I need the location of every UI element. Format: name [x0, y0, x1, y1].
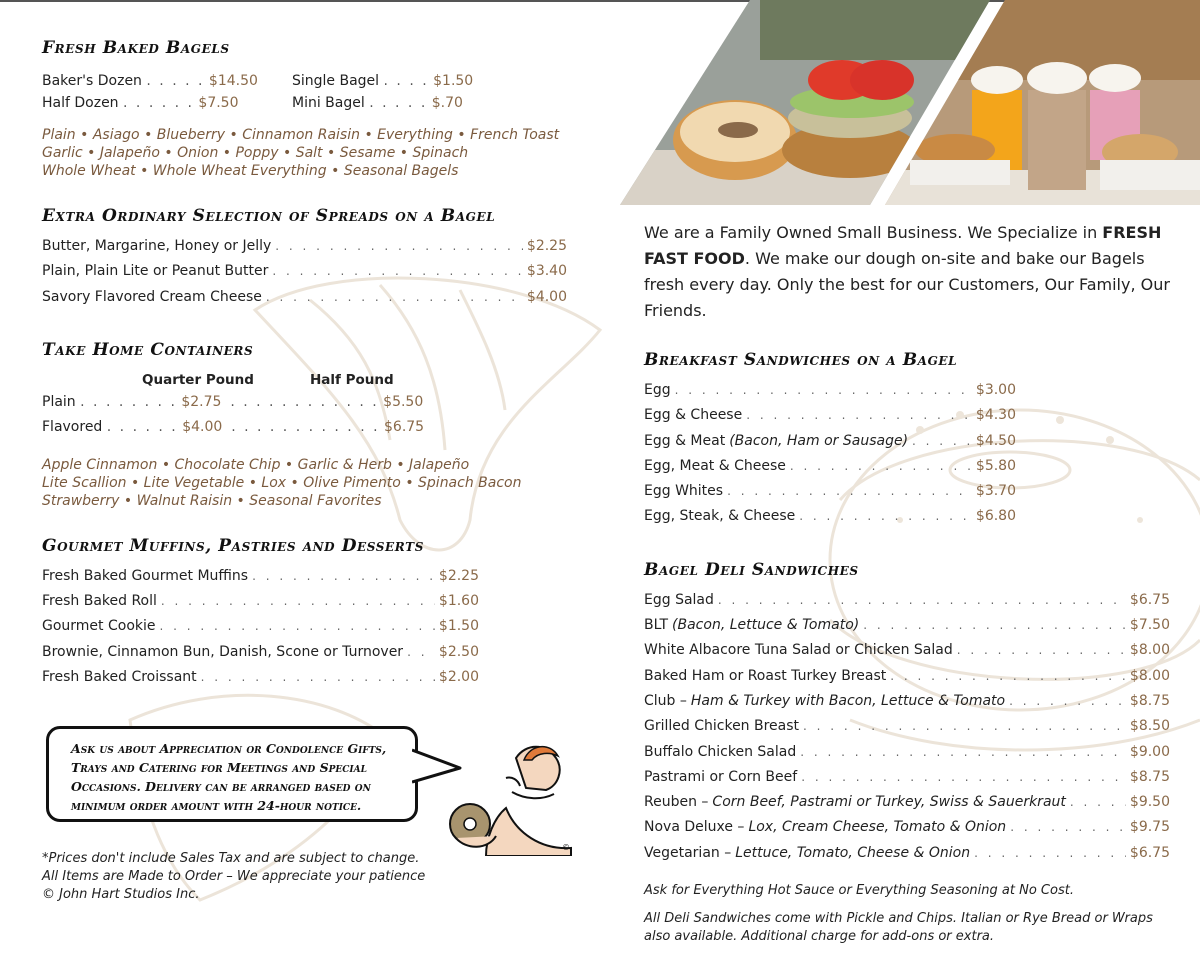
- menu-item: [644, 769, 1170, 794]
- menu-item: [644, 794, 1170, 819]
- bagels-section: [42, 38, 567, 180]
- item-price: $8.75: [1129, 768, 1170, 785]
- menu-item: [42, 289, 567, 314]
- item-price: $4.30: [975, 407, 1016, 424]
- food-photo-banner: [620, 0, 1200, 210]
- item-name: Egg Salad: [644, 591, 714, 608]
- menu-item: [644, 819, 1170, 844]
- container-row: [42, 419, 567, 444]
- menu-item: [644, 483, 1016, 508]
- column-header: Quarter Pound: [142, 371, 254, 388]
- item-price: $3.70: [975, 483, 1016, 500]
- item-price: $6.75: [384, 418, 425, 435]
- menu-item: [644, 407, 1016, 432]
- item-name: Baked Ham or Roast Turkey Breast: [644, 667, 887, 684]
- item-price: $14.50: [208, 73, 258, 89]
- item-price: $1.50: [433, 73, 474, 89]
- menu-item: [644, 718, 1170, 743]
- item-price: $8.75: [1129, 692, 1170, 709]
- container-row: [42, 394, 567, 419]
- item-name: Reuben –: [644, 794, 709, 811]
- item-price: $4.50: [975, 432, 1016, 449]
- bagel-price-item: [292, 70, 542, 92]
- item-name: Egg Whites: [644, 483, 724, 500]
- item-price: $8.50: [1129, 718, 1170, 735]
- bagel-price-item: [42, 70, 292, 92]
- item-price: $8.00: [1129, 642, 1170, 659]
- item-price: $6.75: [1129, 844, 1170, 861]
- bagel-price-row: [42, 70, 567, 92]
- catering-speech-bubble: [46, 726, 418, 822]
- item-price: $3.40: [526, 263, 567, 280]
- deli-section: [644, 560, 1170, 870]
- flavor-line: Garlic • Jalapeño • Onion • Poppy • Salt • Sesame • Spinach: [42, 145, 469, 161]
- footnote-line: All Items are Made to Order – We appreciate your patience: [42, 869, 426, 884]
- footnote-line: Ask for Everything Hot Sauce or Everything Seasoning at No Cost.: [644, 883, 1074, 899]
- item-note: Corn Beef, Pastrami or Turkey, Swiss & Sauerkraut: [712, 794, 1066, 811]
- flavor-line: Whole Wheat • Whole Wheat Everything • Seasonal Bagels: [42, 163, 459, 179]
- menu-item: [42, 568, 479, 593]
- muffins-section: [42, 536, 567, 694]
- item-price: $7.50: [1129, 617, 1170, 634]
- item-name: Plain: [42, 393, 76, 410]
- cream-cheese-flavors: [42, 456, 567, 510]
- item-name: Egg & Meat: [644, 432, 726, 449]
- bubble-line: Ask us about Appreciation or Condolence Gifts,: [71, 741, 387, 756]
- item-price: $2.25: [438, 567, 479, 584]
- cartoon-man-eating-bagel-icon: [446, 738, 576, 856]
- item-name: Vegetarian –: [644, 844, 732, 861]
- item-price: $9.50: [1129, 794, 1170, 811]
- menu-item: [644, 433, 1016, 458]
- item-note: Lettuce, Tomato, Cheese & Onion: [735, 844, 971, 861]
- item-price: $2.25: [526, 238, 567, 254]
- container-column-headers: [42, 372, 567, 388]
- section-heading: Breakfast Sandwiches on a Bagel: [644, 350, 958, 370]
- leader-dots: . . . . . . . . . . . .: [230, 393, 379, 410]
- item-name: Grilled Chicken Breast: [644, 718, 800, 735]
- item-name: Gourmet Cookie: [42, 618, 156, 635]
- breakfast-section: [644, 350, 1016, 534]
- left-footnotes: [42, 850, 462, 904]
- item-name: White Albacore Tuna Salad or Chicken Salad: [644, 642, 953, 659]
- item-name: Buffalo Chicken Salad: [644, 743, 797, 760]
- item-name: Flavored: [42, 418, 103, 435]
- intro-bold-text: FRESH FAST FOOD: [644, 223, 1162, 268]
- item-name: Nova Deluxe –: [644, 819, 745, 836]
- item-name: Plain, Plain Lite or Peanut Butter: [42, 263, 269, 280]
- menu-item: [42, 263, 567, 288]
- menu-item: [42, 669, 479, 694]
- item-name: BLT: [644, 617, 669, 634]
- menu-item: [42, 238, 567, 263]
- item-price: $1.60: [438, 593, 479, 610]
- item-name: Fresh Baked Roll: [42, 593, 157, 610]
- menu-item: [644, 617, 1170, 642]
- flavor-line: Lite Scallion • Lite Vegetable • Lox • Olive Pimento • Spinach Bacon: [42, 474, 522, 491]
- item-price: $7.50: [198, 95, 239, 111]
- item-name: Savory Flavored Cream Cheese: [42, 288, 262, 305]
- section-heading: Fresh Baked Bagels: [42, 38, 230, 58]
- leader-dots: . . . . . . . .: [80, 393, 177, 410]
- item-note: (Bacon, Ham or Sausage): [729, 432, 909, 449]
- footnote-line: © John Hart Studios Inc.: [42, 887, 200, 902]
- menu-item: [644, 382, 1016, 407]
- item-name: Baker's Dozen: [42, 73, 142, 89]
- bubble-line: Occasions. Delivery can be arranged based on: [71, 779, 371, 794]
- item-price: $2.50: [438, 643, 479, 660]
- item-name: Egg: [644, 382, 671, 398]
- item-name: Fresh Baked Croissant: [42, 669, 197, 686]
- leader-dots: . . . . . .: [123, 95, 194, 111]
- item-price: $4.00: [526, 288, 567, 305]
- leader-dots: . . . . . . . . . . . .: [231, 418, 380, 435]
- column-header: Half Pound: [310, 371, 394, 388]
- spreads-section: [42, 206, 567, 314]
- containers-section: [42, 340, 567, 510]
- item-price: $9.75: [1129, 819, 1170, 836]
- bagel-price-item: [292, 92, 542, 114]
- menu-item: [644, 508, 1016, 533]
- leader-dots: . . . . . .: [106, 418, 178, 435]
- item-price: $5.50: [383, 393, 424, 410]
- item-price: $9.00: [1129, 743, 1170, 760]
- menu-item: [644, 458, 1016, 483]
- item-price: $1.50: [438, 618, 479, 635]
- item-price: $.70: [431, 95, 463, 111]
- right-footnotes: [644, 882, 1170, 946]
- menu-item: [42, 593, 479, 618]
- footnote-line: All Deli Sandwiches come with Pickle and Chips. Italian or Rye Bread or Wraps also available. Additional charge for add-ons or extra.: [644, 911, 1153, 945]
- item-price: $5.80: [975, 457, 1016, 474]
- leader-dots: . . . .: [383, 73, 429, 89]
- menu-item: [644, 592, 1170, 617]
- section-heading: Take Home Containers: [42, 339, 254, 360]
- menu-item: [644, 642, 1170, 667]
- bubble-line: minimum order amount with 24-hour notice.: [71, 798, 362, 813]
- item-name: Butter, Margarine, Honey or Jelly: [42, 238, 272, 254]
- item-note: Lox, Cream Cheese, Tomato & Onion: [748, 819, 1007, 836]
- menu-item: [644, 693, 1170, 718]
- intro-text: . We make our dough on-site and bake our Bagels fresh every day. Only the best for our Customers, Our Family, Our Friends.: [644, 249, 1170, 320]
- item-price: $2.00: [438, 669, 479, 686]
- item-name: Egg, Meat & Cheese: [644, 457, 786, 474]
- cartoon-copyright-mark: ©: [562, 843, 570, 852]
- item-price: $6.75: [1129, 591, 1170, 608]
- flavor-line: Strawberry • Walnut Raisin • Seasonal Favorites: [42, 492, 382, 509]
- section-heading: Extra Ordinary Selection of Spreads on a Bagel: [42, 206, 496, 226]
- leader-dots: . . . . .: [146, 73, 205, 89]
- flavor-line: Apple Cinnamon • Chocolate Chip • Garlic & Herb • Jalapeño: [42, 456, 470, 473]
- flavor-line: Plain • Asiago • Blueberry • Cinnamon Raisin • Everything • French Toast: [42, 127, 560, 143]
- item-note: (Bacon, Lettuce & Tomato): [672, 617, 860, 634]
- item-price: $4.00: [182, 418, 223, 435]
- item-name: Egg & Cheese: [644, 407, 743, 424]
- footnote-line: *Prices don't include Sales Tax and are subject to change.: [42, 851, 420, 866]
- bagel-price-item: [42, 92, 292, 114]
- menu-item: [42, 618, 479, 643]
- section-heading: Bagel Deli Sandwiches: [644, 559, 859, 580]
- leader-dots: . . . . .: [369, 95, 428, 111]
- item-price: $2.75: [181, 393, 222, 410]
- bagel-flavors: [42, 126, 567, 180]
- menu-item: [644, 744, 1170, 769]
- intro-paragraph: [644, 220, 1170, 324]
- item-price: $8.00: [1129, 667, 1170, 684]
- left-column: [42, 38, 567, 720]
- item-name: Fresh Baked Gourmet Muffins: [42, 567, 249, 584]
- bagel-price-row: [42, 92, 567, 114]
- item-name: Pastrami or Corn Beef: [644, 768, 798, 785]
- item-name: Club –: [644, 692, 687, 709]
- item-note: Ham & Turkey with Bacon, Lettuce & Tomato: [690, 692, 1006, 709]
- section-heading: Gourmet Muffins, Pastries and Desserts: [42, 535, 424, 556]
- item-name: Half Dozen: [42, 95, 119, 111]
- item-name: Brownie, Cinnamon Bun, Danish, Scone or Turnover: [42, 643, 404, 660]
- item-name: Egg, Steak, & Cheese: [644, 508, 796, 525]
- bubble-line: Trays and Catering for Meetings and Special: [71, 760, 367, 775]
- item-price: $6.80: [975, 508, 1016, 525]
- item-price: $3.00: [975, 382, 1016, 398]
- item-name: Mini Bagel: [292, 95, 365, 111]
- right-column: [644, 220, 1170, 956]
- menu-item: [644, 845, 1170, 870]
- item-name: Single Bagel: [292, 73, 380, 89]
- intro-text: We are a Family Owned Small Business. We Specialize in: [644, 223, 1103, 242]
- menu-item: [42, 644, 479, 669]
- menu-item: [644, 668, 1170, 693]
